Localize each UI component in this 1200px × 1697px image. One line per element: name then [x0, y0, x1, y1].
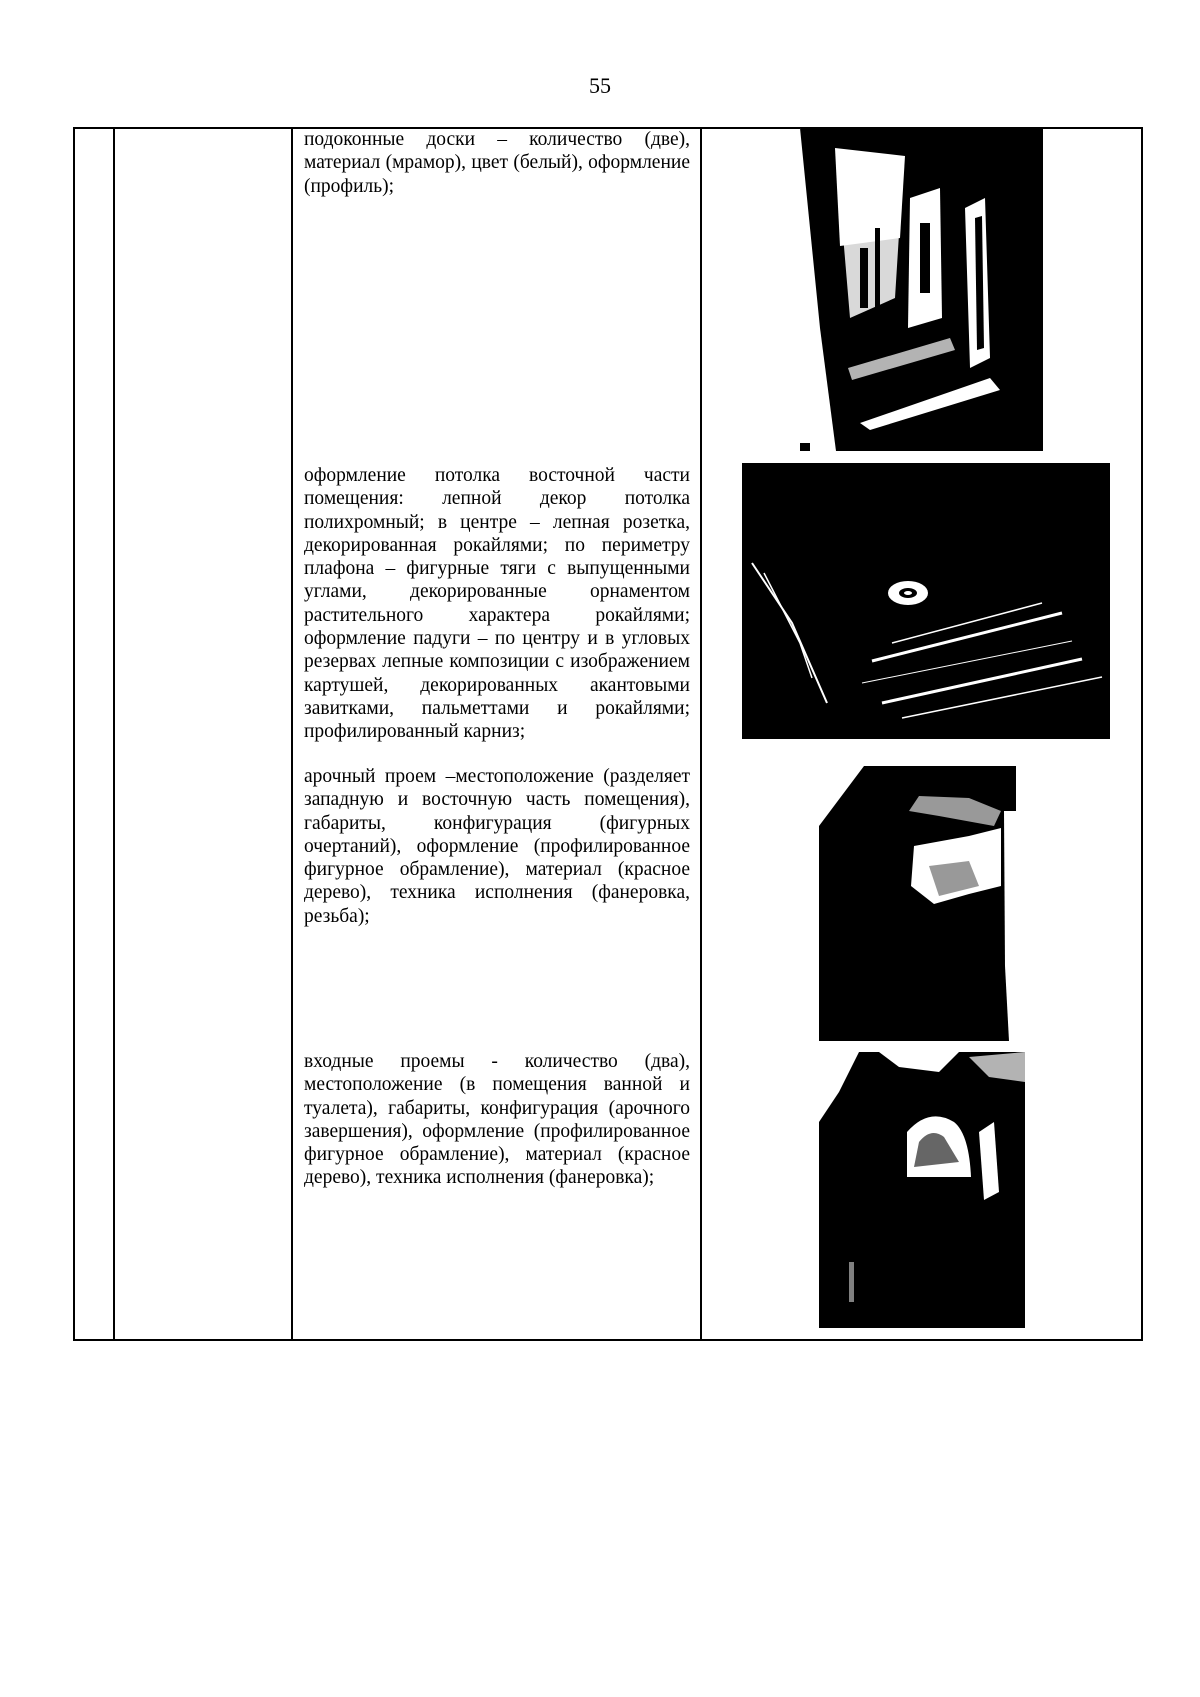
table-bottom-border [73, 1339, 1143, 1341]
page-number: 55 [589, 73, 611, 98]
column-divider-3 [700, 127, 702, 1341]
table-left-border [73, 127, 75, 1341]
entrance-doorways-photo [819, 1052, 1025, 1328]
window-sill-photo [800, 128, 1043, 451]
ceiling-photo [742, 463, 1110, 739]
arched-opening-photo [819, 766, 1016, 1041]
entry-description-2: оформление потолка восточной части помещения: лепной декор потолка полихромный; в центре – лепная розетка, декорированная рокайлями; по периметру плафона – фигурные тяги с выпущенными углами, декорированные орнаментом растительного характера рокайлями; оформление падуги – по центру и в угловых резервах лепные композиции с изображением картушей, декорированных акантовыми завитками, пальметтами и рокайлями; профилированный карниз; [304, 465, 690, 743]
column-divider-2 [291, 127, 293, 1341]
entry-description-4: входные проемы - количество (два), местоположение (в помещения ванной и туалета), габариты, конфигурация (арочного завершения), оформление (профилированное фигурное обрамление), материал (красное дерево), техника исполнения (фанеровка); [304, 1051, 690, 1189]
table-right-border [1141, 127, 1143, 1341]
entry-description-1: подоконные доски – количество (две), материал (мрамор), цвет (белый), оформление (профиль); [304, 129, 690, 197]
column-divider-1 [113, 127, 115, 1341]
entry-description-3: арочный проем –местоположение (разделяет западную и восточную часть помещения), габариты, конфигурация (фигурных очертаний), оформление (профилированное фигурное обрамление), материал (красное дерево), техника исполнения (фанеровка, резьба); [304, 766, 690, 927]
